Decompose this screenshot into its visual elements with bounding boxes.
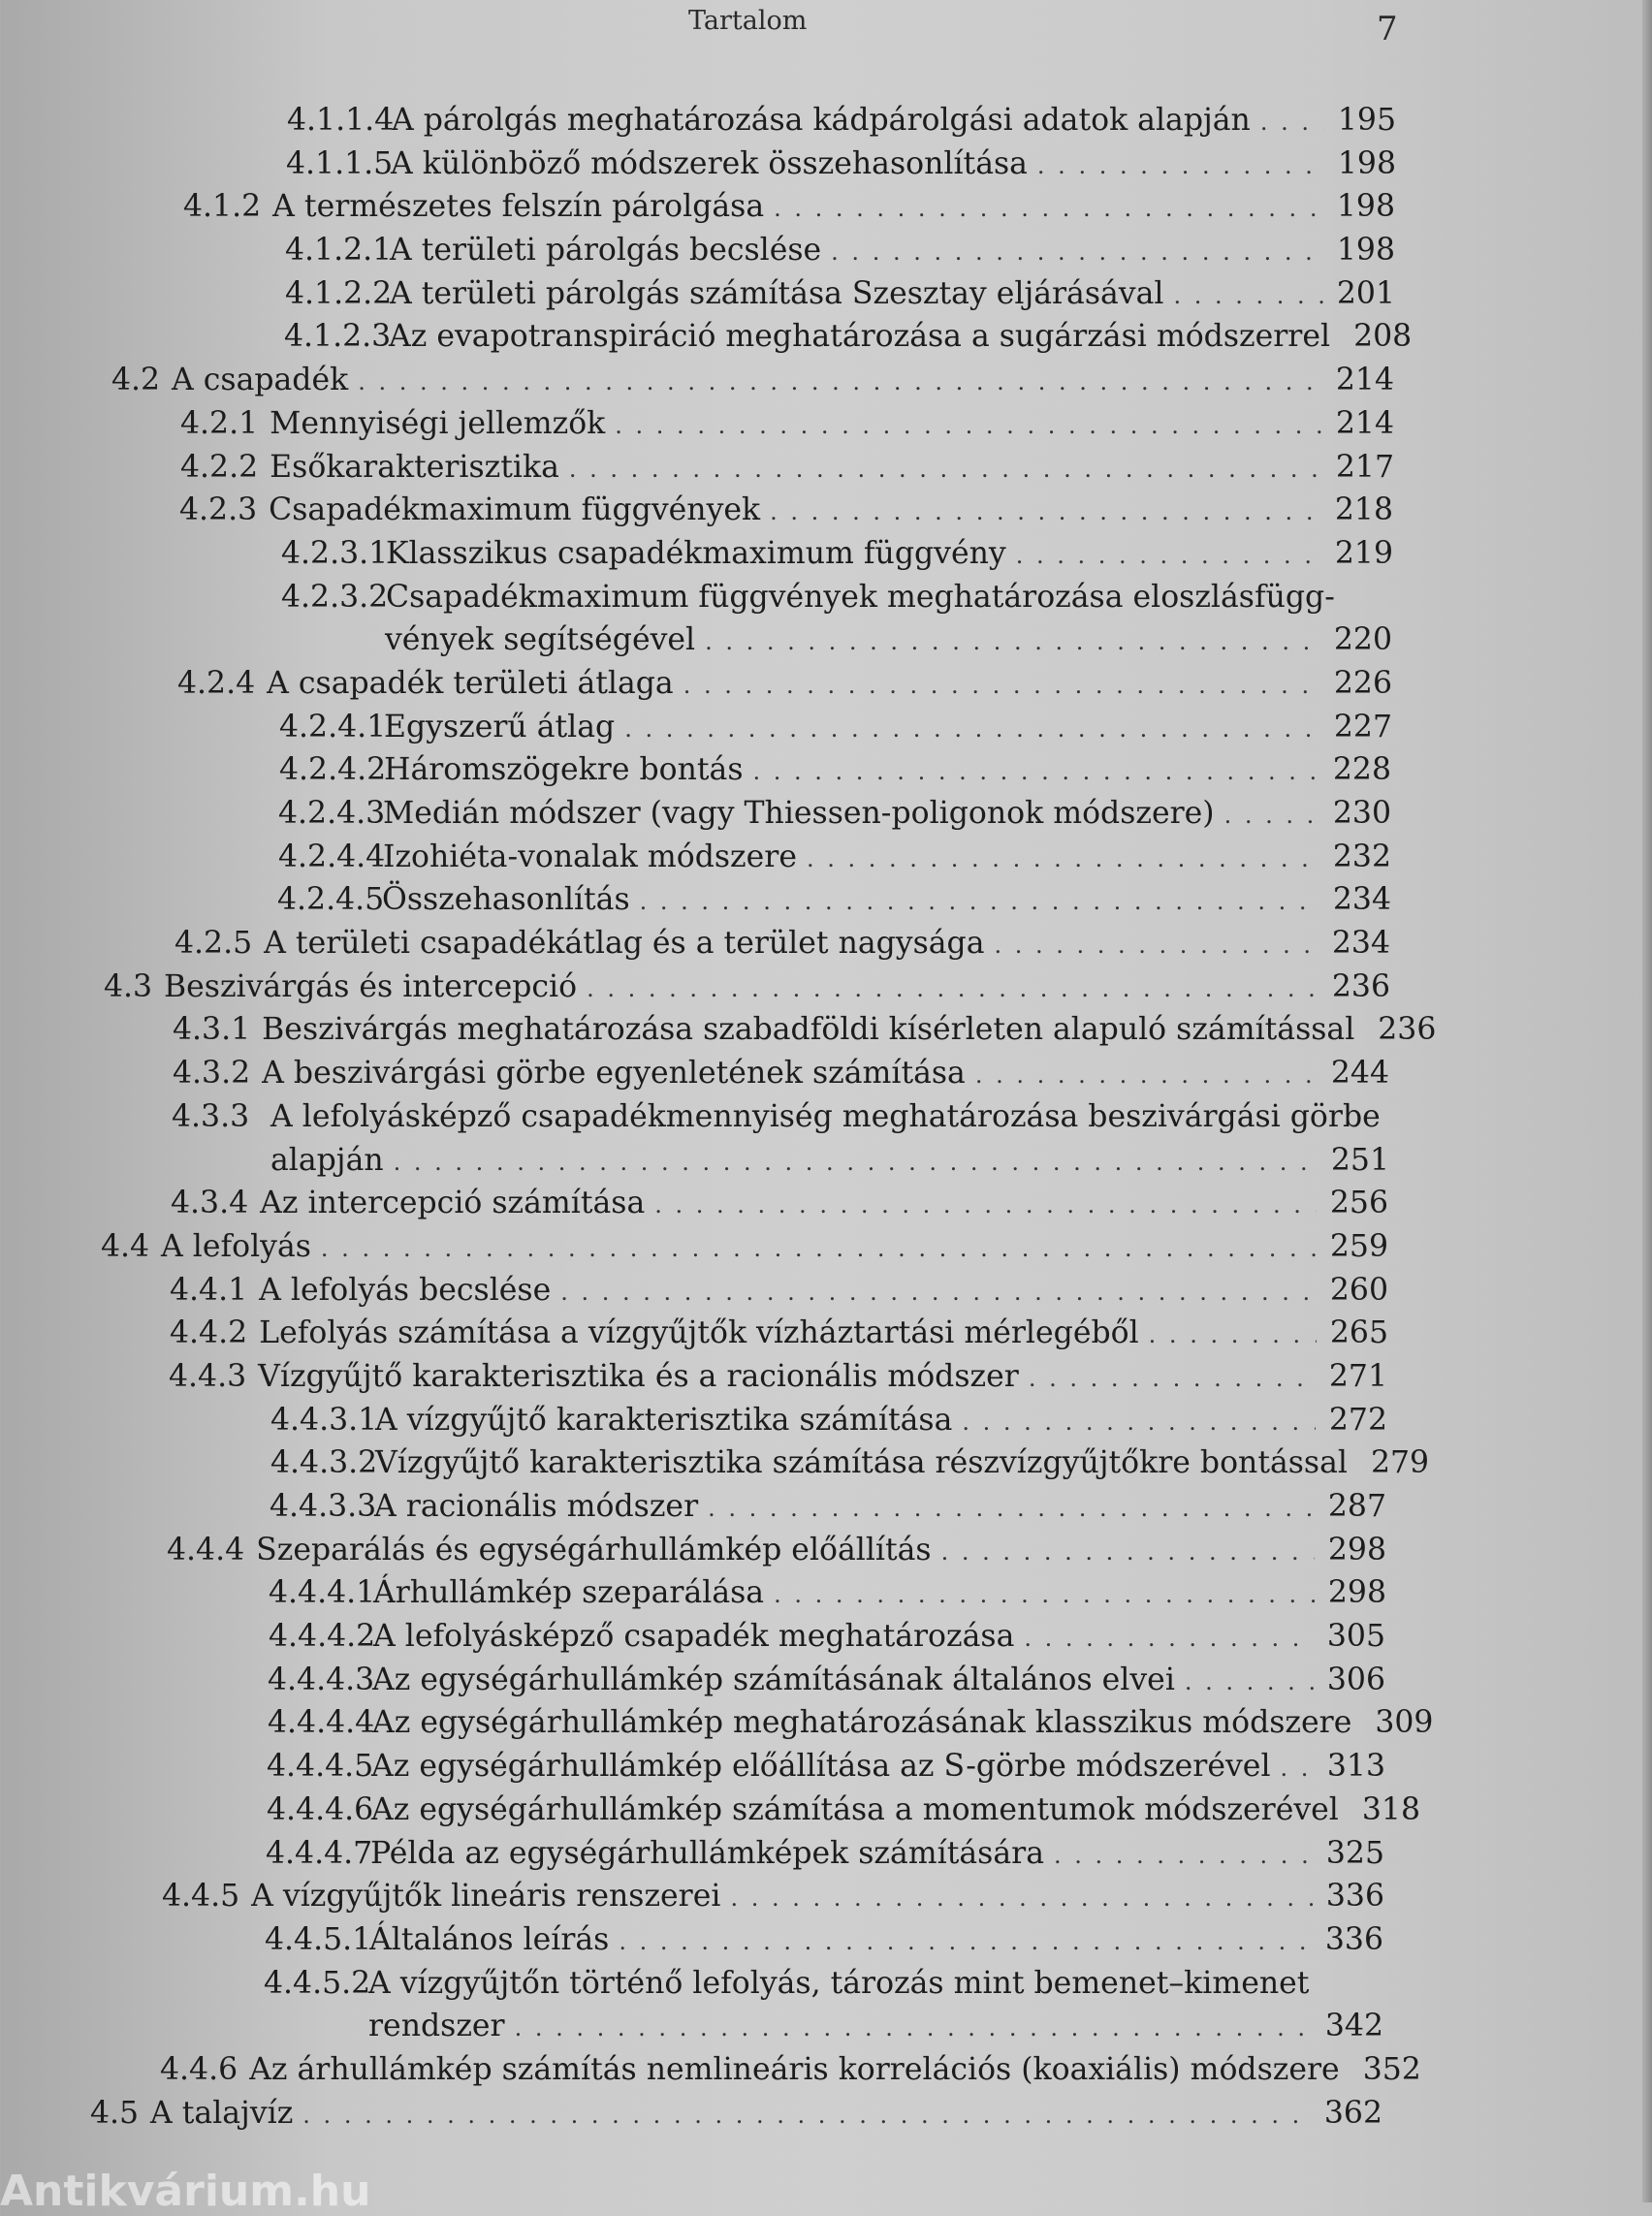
toc-page-number: 195 [1337, 103, 1396, 138]
toc-section-number: 4.2.4.1 [279, 709, 387, 744]
toc-title: Szeparálás és egységárhullámkép előállítás [256, 1532, 932, 1567]
toc-entry [97, 1485, 1396, 1529]
toc-entry [97, 185, 1396, 229]
toc-entry [97, 489, 1396, 532]
toc-page-number: 232 [1332, 839, 1391, 874]
toc-leader-dots [962, 1401, 1316, 1444]
toc-title: Az egységárhullámkép számításának általános elvei [372, 1662, 1175, 1697]
toc-section-number: 4.4.4.4 [268, 1705, 375, 1741]
toc-entry [97, 1052, 1396, 1095]
toc-section-number: 4.4.4.1 [269, 1575, 376, 1611]
toc-entry [97, 1571, 1396, 1615]
toc-title: A területi csapadékátlag és a terület nagysága [264, 926, 985, 962]
toc-section-number: 4.1.2.1 [285, 233, 393, 269]
toc-title: A vízgyűjtőn történő lefolyás, tározás mint bemenet–kimenet [368, 1965, 1310, 2001]
toc-entry [97, 1441, 1430, 1485]
toc-title: Klasszikus csapadékmaximum függvény [386, 535, 1006, 571]
toc-title: Beszivárgás meghatározása szabadföldi kísérleten alapuló számítással [262, 1012, 1355, 1048]
toc-section-number: 4.4.1 [170, 1272, 248, 1308]
toc-leader-dots [1024, 1617, 1314, 1661]
toc-leader-dots [753, 750, 1319, 794]
toc-entry [97, 662, 1396, 706]
toc-title: A lefolyásképző csapadékmennyiség meghatározása beszivárgási görbe [270, 1098, 1381, 1134]
toc-entry [97, 878, 1396, 922]
toc-leader-dots [1281, 1747, 1314, 1790]
toc-page-number: 227 [1333, 709, 1392, 744]
toc-section-number: 4.4 [101, 1228, 150, 1264]
toc-entry [97, 706, 1396, 749]
toc-entry [97, 1008, 1437, 1052]
toc-entry [97, 532, 1396, 576]
toc-section-number: 4.3.2 [173, 1056, 251, 1092]
toc-page-number: 259 [1329, 1228, 1388, 1264]
toc-page-number: 220 [1333, 622, 1392, 658]
toc-entry [97, 1529, 1396, 1572]
toc-section-number: 4.2.3.1 [281, 535, 389, 571]
toc-section-number: 4.2.4.3 [278, 796, 386, 831]
toc-title: Mennyiségi jellemzők [270, 405, 606, 441]
toc-title: A lefolyás [161, 1228, 311, 1264]
toc-section-number: 4.4.4.7 [266, 1835, 373, 1871]
toc-title: Az egységárhullámkép meghatározásának klasszikus módszere [372, 1705, 1352, 1741]
table-of-contents [90, 99, 1437, 2135]
toc-page-number: 201 [1336, 275, 1395, 311]
toc-entry [97, 748, 1396, 792]
toc-entry [97, 1095, 1396, 1139]
toc-title: Medián módszer (vagy Thiessen-poligonok módszere) [383, 796, 1215, 831]
toc-page-number: 309 [1375, 1705, 1434, 1741]
toc-leader-dots [807, 838, 1319, 881]
toc-title: A területi párolgás becslése [390, 233, 822, 269]
toc-section-number: 4.2 [111, 363, 161, 398]
toc-section-number: 4.4.3.1 [270, 1402, 378, 1438]
toc-section-number: 4.2.5 [175, 926, 253, 962]
toc-section-number: 4.4.5.2 [264, 1965, 371, 2001]
toc-section-number: 4.4.5 [162, 1879, 240, 1915]
toc-section-number: 4.2.2 [180, 449, 259, 485]
toc-entry [97, 1225, 1396, 1269]
toc-title: Az intercepció számítása [260, 1186, 646, 1221]
toc-title: A lefolyásképző csapadék meghatározása [373, 1619, 1015, 1655]
page-edge [1642, 0, 1652, 2202]
toc-section-number: 4.2.3.2 [281, 579, 389, 615]
toc-section-number: 4.3 [104, 968, 153, 1004]
toc-entry [97, 836, 1396, 879]
toc-section-number: 4.3.3 [172, 1098, 250, 1134]
toc-leader-dots [569, 448, 1322, 491]
toc-leader-dots [1260, 101, 1324, 144]
toc-entry [97, 1789, 1420, 1832]
toc-section-number: 4.1.1.5 [286, 145, 394, 181]
toc-page-number: 318 [1361, 1791, 1420, 1827]
toc-title: A különböző módszerek összehasonlítása [391, 145, 1028, 181]
toc-page-number: 217 [1335, 449, 1394, 485]
toc-title: Lefolyás számítása a vízgyűjtők vízháztartási mérlegéből [259, 1315, 1139, 1351]
toc-page-number: 234 [1332, 882, 1391, 918]
toc-entry [97, 1659, 1396, 1702]
toc-title: Összehasonlítás [382, 882, 630, 918]
toc-title: Árhullámkép szeparálása [373, 1575, 765, 1611]
toc-page-number: 228 [1332, 752, 1391, 788]
toc-title: Vízgyűjtő karakterisztika és a racionális módszer [258, 1358, 1019, 1394]
toc-entry [97, 315, 1413, 359]
toc-leader-dots [358, 361, 1322, 404]
toc-page-number: 313 [1326, 1749, 1385, 1785]
toc-section-number: 4.2.4 [177, 665, 256, 701]
toc-leader-dots [515, 2007, 1312, 2050]
toc-page-number: 208 [1353, 319, 1413, 355]
toc-title: A területi párolgás számítása Szesztay eljárásával [390, 275, 1164, 311]
toc-entry [97, 446, 1396, 490]
toc-title: Az egységárhullámkép számítása a momentumok módszerével [371, 1791, 1339, 1827]
toc-leader-dots [1149, 1314, 1317, 1357]
toc-title: A lefolyás becslése [259, 1272, 552, 1308]
toc-section-number: 4.2.4.2 [279, 752, 387, 788]
toc-title: alapján [270, 1142, 384, 1178]
toc-page-number: 256 [1329, 1186, 1388, 1221]
toc-page-number: 236 [1331, 968, 1390, 1004]
toc-page-number: 362 [1323, 2095, 1382, 2131]
toc-section-number: 4.1.1.4 [287, 103, 395, 138]
toc-page-number: 214 [1335, 405, 1394, 441]
toc-leader-dots [624, 708, 1320, 751]
toc-entry [97, 792, 1396, 836]
toc-leader-dots [774, 1573, 1315, 1617]
toc-leader-dots [708, 1487, 1315, 1531]
toc-section-number: 4.2.4.4 [278, 839, 386, 874]
toc-title: A beszivárgási görbe egyenletének számítása [262, 1056, 966, 1092]
toc-leader-dots [831, 231, 1323, 274]
toc-title: rendszer [368, 2009, 505, 2044]
toc-title: Vízgyűjtő karakterisztika számítása részvízgyűjtőkre bontással [375, 1445, 1348, 1481]
toc-entry [97, 229, 1396, 272]
toc-page-number: 260 [1329, 1272, 1388, 1308]
toc-entry [97, 1875, 1396, 1918]
toc-section-number: 4.4.4.5 [267, 1749, 374, 1785]
toc-section-number: 4.4.3 [169, 1358, 247, 1394]
toc-section-number: 4.4.2 [170, 1315, 248, 1351]
toc-leader-dots [302, 2094, 1311, 2137]
toc-entry [97, 142, 1396, 186]
toc-leader-dots [619, 1920, 1312, 1964]
toc-page-number: 352 [1362, 2051, 1421, 2087]
toc-page-number: 279 [1370, 1445, 1430, 1481]
toc-page-number: 298 [1327, 1575, 1386, 1611]
toc-leader-dots [587, 967, 1318, 1011]
toc-entry [97, 1615, 1396, 1659]
toc-section-number: 4.4.4.6 [267, 1791, 374, 1827]
toc-section-number: 4.4.3.3 [270, 1489, 377, 1524]
toc-page-number: 325 [1325, 1835, 1384, 1871]
toc-entry [97, 359, 1396, 402]
toc-page-number: 336 [1324, 1921, 1383, 1957]
toc-page-number: 265 [1329, 1315, 1388, 1351]
toc-title: A csapadék [172, 363, 349, 398]
toc-section-number: 4.2.1 [180, 405, 259, 441]
toc-title: A vízgyűjtő karakterisztika számítása [375, 1402, 953, 1438]
toc-page-number: 219 [1334, 535, 1393, 571]
toc-page-number: 236 [1378, 1012, 1437, 1048]
toc-section-number: 4.1.2.2 [285, 275, 393, 311]
toc-page-number: 298 [1327, 1532, 1386, 1567]
toc-entry [97, 1269, 1396, 1313]
toc-leader-dots [1016, 534, 1321, 578]
page-number: 7 [1377, 10, 1398, 48]
toc-page-number: 198 [1337, 145, 1396, 181]
toc-entry [97, 1139, 1396, 1183]
toc-leader-dots [394, 1141, 1318, 1185]
toc-section-number: 4.2.3 [179, 492, 258, 528]
toc-section-number: 4.2.4.5 [277, 882, 385, 918]
toc-entry [97, 1701, 1434, 1745]
toc-leader-dots [1224, 794, 1319, 838]
toc-page-number: 271 [1328, 1358, 1387, 1394]
toc-leader-dots [774, 187, 1323, 231]
toc-title: A természetes felszín párolgása [272, 189, 765, 225]
toc-title: Az árhullámkép számítás nemlineáris korrelációs (koaxiális) módszere [249, 2051, 1340, 2087]
toc-leader-dots [730, 1877, 1312, 1920]
toc-page-number: 336 [1325, 1879, 1384, 1915]
toc-page-number: 218 [1334, 492, 1393, 528]
toc-section-number: 4.4.4 [167, 1532, 245, 1567]
toc-page-number: 198 [1336, 233, 1395, 269]
toc-section-number: 4.1.2 [183, 189, 262, 225]
toc-leader-dots [1173, 274, 1322, 318]
toc-section-number: 4.4.4.2 [269, 1619, 376, 1655]
toc-entry [97, 99, 1396, 142]
toc-entry [97, 2005, 1396, 2048]
toc-entry [97, 966, 1396, 1009]
toc-title: Általános leírás [369, 1921, 610, 1957]
toc-page-number: 226 [1333, 665, 1392, 701]
toc-leader-dots [654, 1184, 1317, 1227]
toc-title: Egyszerű átlag [384, 709, 616, 744]
toc-title: A vízgyűjtők lineáris renszerei [251, 1879, 721, 1915]
toc-section-number: 4.1.2.3 [284, 319, 392, 355]
toc-leader-dots [615, 404, 1322, 448]
toc-leader-dots [1029, 1357, 1316, 1401]
toc-entry [97, 922, 1396, 966]
toc-page-number: 198 [1336, 189, 1395, 225]
toc-entry [97, 1745, 1396, 1789]
toc-title: Az evapotranspiráció meghatározása a sugárzási módszerrel [389, 319, 1331, 355]
toc-entry [97, 1399, 1396, 1442]
toc-entry [97, 576, 1396, 619]
toc-entry [97, 402, 1396, 446]
toc-page-number: 244 [1330, 1056, 1389, 1092]
toc-page-number: 234 [1331, 926, 1390, 962]
toc-leader-dots [770, 491, 1321, 534]
toc-page-number: 230 [1332, 796, 1391, 831]
toc-entry [97, 1918, 1396, 1962]
toc-section-number: 4.4.3.2 [270, 1445, 378, 1481]
toc-leader-dots [640, 880, 1319, 924]
toc-leader-dots [994, 924, 1318, 967]
toc-title: vények segítségével [385, 622, 696, 658]
toc-entry [97, 2048, 1421, 2092]
toc-title: Beszivárgás és intercepció [164, 968, 578, 1004]
toc-title: Csapadékmaximum függvények [269, 492, 761, 528]
toc-entry [90, 2092, 1396, 2136]
toc-entry [97, 272, 1396, 316]
toc-page-number: 272 [1328, 1402, 1387, 1438]
toc-title: Háromszögekre bontás [384, 752, 744, 788]
toc-leader-dots [321, 1227, 1317, 1271]
toc-leader-dots [683, 664, 1320, 708]
toc-leader-dots [941, 1531, 1315, 1574]
toc-section-number: 4.4.5.1 [265, 1921, 372, 1957]
toc-leader-dots [1054, 1834, 1313, 1878]
toc-entry [97, 1962, 1396, 2006]
toc-entry [97, 1312, 1396, 1355]
toc-leader-dots [975, 1054, 1318, 1097]
toc-section-number: 4.4.4.3 [268, 1662, 375, 1697]
toc-page-number: 306 [1326, 1662, 1385, 1697]
toc-title: Esőkarakterisztika [270, 449, 559, 485]
toc-section-number: 4.3.1 [173, 1012, 251, 1048]
toc-title: Csapadékmaximum függvények meghatározása eloszlásfügg- [386, 579, 1335, 615]
toc-page-number: 287 [1327, 1489, 1386, 1524]
toc-leader-dots [560, 1271, 1317, 1314]
toc-page-number: 342 [1324, 2009, 1383, 2044]
toc-title: Izohiéta-vonalak módszere [383, 839, 797, 874]
toc-title: A racionális módszer [374, 1489, 699, 1524]
toc-entry [97, 1182, 1396, 1225]
toc-title: Az egységárhullámkép előállítása az S-görbe módszerével [371, 1749, 1271, 1785]
toc-section-number: 4.5 [90, 2095, 140, 2131]
running-title: Tartalom [688, 6, 808, 36]
toc-title: A párolgás meghatározása kádpárolgási adatok alapján [392, 103, 1251, 138]
toc-leader-dots [1185, 1661, 1314, 1704]
toc-title: A csapadék területi átlaga [267, 665, 674, 701]
toc-title: A talajvíz [150, 2095, 294, 2131]
toc-entry [97, 1355, 1396, 1399]
toc-entry [97, 1832, 1396, 1876]
toc-leader-dots [705, 620, 1320, 664]
toc-entry [97, 618, 1396, 662]
toc-page-number: 251 [1330, 1142, 1389, 1178]
toc-page-number: 305 [1326, 1619, 1385, 1655]
toc-section-number: 4.4.6 [160, 2051, 238, 2087]
toc-section-number: 4.3.4 [171, 1186, 249, 1221]
watermark: Antikvárium.hu [0, 2167, 371, 2216]
toc-leader-dots [1037, 144, 1324, 188]
toc-title: Példa az egységárhullámképek számítására [370, 1835, 1044, 1871]
toc-page-number: 214 [1335, 363, 1394, 398]
